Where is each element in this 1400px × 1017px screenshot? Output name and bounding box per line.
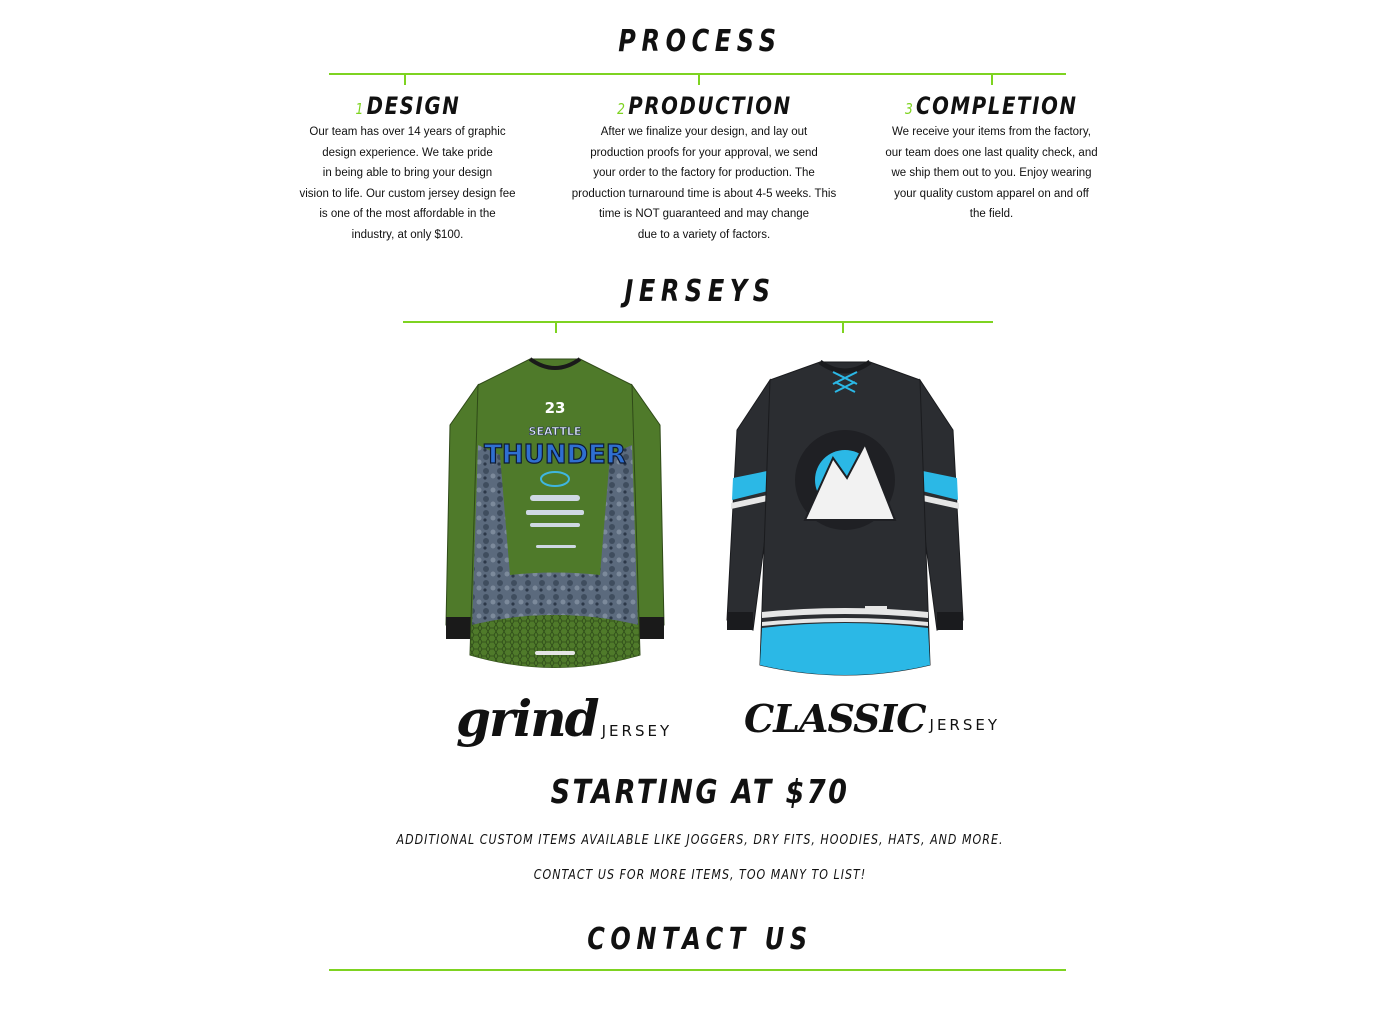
grind-brand: grind bbox=[456, 689, 598, 748]
chest-tag bbox=[865, 606, 887, 610]
jersey-number: 23 bbox=[544, 399, 566, 417]
team-name-top: SEATTLE bbox=[528, 425, 582, 438]
step-title bbox=[905, 92, 1078, 120]
step-description bbox=[554, 122, 854, 246]
team-name-main: THUNDER bbox=[484, 440, 626, 470]
left-cuff bbox=[446, 617, 472, 639]
classic-jersey-label bbox=[744, 696, 1001, 741]
step-title bbox=[355, 92, 460, 120]
step-number: 2 bbox=[616, 100, 625, 118]
desc-line: design experience. We take pride bbox=[322, 146, 493, 159]
step-title bbox=[617, 92, 792, 120]
step-number: 1 bbox=[355, 100, 363, 118]
desc-line: time is NOT guaranteed and may change bbox=[598, 208, 810, 221]
contact-more-note: CONTACT US FOR MORE ITEMS, TOO MANY TO LIST! bbox=[533, 868, 867, 883]
process-step-completion bbox=[864, 92, 1119, 225]
desc-line: the field. bbox=[969, 208, 1014, 221]
left-cuff bbox=[727, 612, 753, 630]
jerseys-tick-1 bbox=[555, 321, 557, 333]
desc-line: After we finalize your design, and lay out bbox=[600, 126, 808, 138]
desc-line: your order to the factory for production. The bbox=[593, 167, 815, 180]
right-cuff bbox=[937, 612, 963, 630]
step-number: 3 bbox=[905, 100, 914, 118]
grind-jersey-image[interactable] bbox=[440, 355, 670, 685]
classic-jersey-image[interactable] bbox=[725, 360, 965, 685]
step-title-text: PRODUCTION bbox=[627, 92, 792, 120]
classic-suffix: JERSEY bbox=[929, 716, 1001, 734]
contact-divider bbox=[329, 969, 1066, 971]
desc-line: your quality custom apparel on and off bbox=[894, 187, 1089, 200]
grind-suffix: JERSEY bbox=[601, 722, 673, 740]
process-tick-3 bbox=[991, 73, 993, 85]
grind-jersey-label bbox=[456, 689, 673, 748]
desc-line: due to a variety of factors. bbox=[637, 228, 771, 241]
desc-line: our team does one last quality check, and bbox=[885, 146, 1098, 159]
starting-price-headline: STARTING AT $70 bbox=[550, 772, 850, 811]
hem-tag bbox=[535, 651, 575, 655]
process-tick-1 bbox=[404, 73, 406, 85]
step-title-text: DESIGN bbox=[366, 92, 460, 120]
sponsor-strip bbox=[530, 495, 580, 501]
desc-line: in being able to bring your design bbox=[322, 167, 493, 180]
process-step-production bbox=[554, 92, 854, 246]
desc-line: production proofs for your approval, we send bbox=[590, 146, 818, 159]
additional-items-note: ADDITIONAL CUSTOM ITEMS AVAILABLE LIKE JOGGERS, DRY FITS, HOODIES, HATS, AND MORE. bbox=[396, 833, 1004, 848]
jerseys-tick-2 bbox=[842, 321, 844, 333]
desc-line: industry, at only $100. bbox=[351, 228, 464, 241]
classic-brand: CLASSIC bbox=[744, 696, 926, 741]
desc-line: Our team has over 14 years of graphic bbox=[309, 126, 506, 138]
step-description bbox=[864, 122, 1119, 225]
jerseys-divider bbox=[403, 321, 993, 323]
desc-line: is one of the most affordable in the bbox=[319, 208, 496, 221]
step-title-text: COMPLETION bbox=[916, 92, 1078, 120]
process-heading: PROCESS bbox=[618, 24, 782, 59]
desc-line: we ship them out to you. Enjoy wearing bbox=[891, 167, 1092, 180]
desc-line: vision to life. Our custom jersey design fee bbox=[299, 187, 516, 200]
process-step-design bbox=[280, 92, 535, 246]
desc-line: production turnaround time is about 4-5 weeks. This bbox=[571, 187, 837, 200]
contact-heading[interactable]: CONTACT US bbox=[587, 922, 813, 957]
hem-band bbox=[760, 623, 930, 675]
desc-line: We receive your items from the factory, bbox=[892, 126, 1091, 138]
step-description bbox=[280, 122, 535, 246]
right-cuff bbox=[638, 617, 664, 639]
process-tick-2 bbox=[698, 73, 700, 85]
jerseys-heading: JERSEYS bbox=[624, 274, 776, 309]
